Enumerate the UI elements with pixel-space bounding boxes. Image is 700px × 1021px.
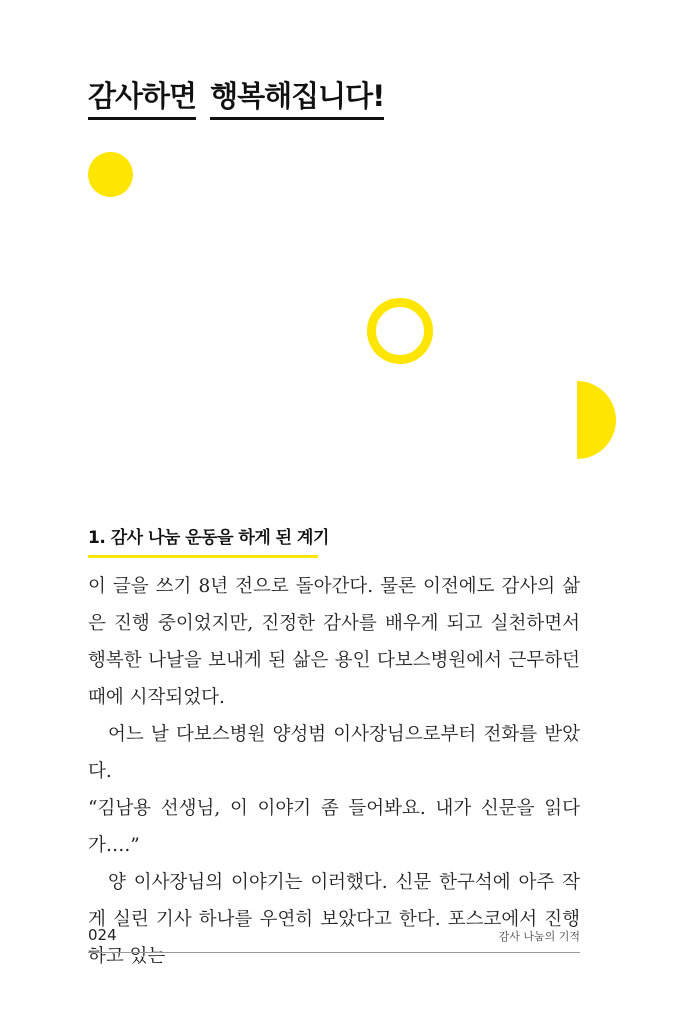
- section-heading-underline: [88, 555, 318, 558]
- running-title: 감사 나눔의 기적: [498, 930, 580, 943]
- yellow-filled-circle-decoration: [88, 152, 133, 197]
- section-heading: 1. 감사 나눔 운동을 하게 된 계기: [88, 528, 329, 548]
- body-text: [88, 568, 580, 975]
- chapter-title: [88, 79, 385, 120]
- paragraph: 양 이사장님의 이야기는 이러했다. 신문 한구석에 아주 작게 실린 기사 하나를 우연히 보았다고 한다. 포스코에서 진행하고 있는: [88, 872, 580, 967]
- page-number: 024: [88, 926, 117, 944]
- quote-paragraph: “김남용 선생님, 이 이야기 좀 들어봐요. 내가 신문을 읽다가….”: [88, 798, 580, 856]
- yellow-half-circle-decoration: [577, 381, 616, 459]
- chapter-title-part2: 행복해집니다!: [210, 82, 384, 120]
- chapter-title-part1: 감사하면: [88, 82, 196, 120]
- paragraph: 어느 날 다보스병원 양성범 이사장님으로부터 전화를 받았다.: [88, 724, 580, 782]
- paragraph: 이 글을 쓰기 8년 전으로 돌아간다. 물론 이전에도 감사의 삶은 진행 중이었지만, 진정한 감사를 배우게 되고 실천하면서 행복한 나날을 보내게 된 삶은 용인 다보스병원에서 근무하던 때에 시작되었다.: [88, 576, 580, 708]
- yellow-ring-circle-decoration: [367, 298, 433, 364]
- page-footer: [88, 926, 580, 953]
